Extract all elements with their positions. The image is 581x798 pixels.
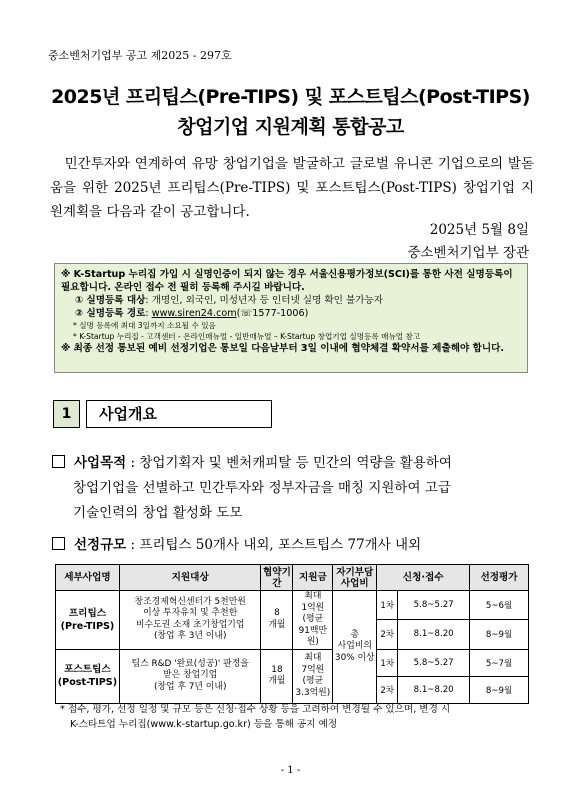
notice-item-2-label: ② 실명등록 경로 [75, 308, 146, 319]
notice-item-2 [61, 307, 521, 320]
section-title: 사업개요 [86, 400, 272, 428]
post-tips-name: 포스트팁스 (Post-TIPS) [56, 649, 120, 703]
page-number: - 1 - [280, 765, 301, 776]
post-tips-target: 팁스 R&D '완료(성공)' 판정을 받은 창업기업 (창업 후 7년 이내) [119, 649, 261, 703]
scale-label: 선정규모 [74, 537, 127, 553]
pre-select-2: 8~9월 [470, 620, 529, 649]
notice-note-1: * 실명 등록에 최대 3일까지 소요될 수 있음 [73, 321, 216, 330]
program-table [55, 564, 529, 704]
siren24-link[interactable]: www.siren24.com [151, 308, 237, 319]
purpose-label: 사업목적 [74, 455, 127, 471]
post-apply-2: 8.1~8.20 [398, 676, 470, 703]
purpose-text-1: 창업기획자 및 벤처캐피탈 등 민간의 역량을 활용하여 [139, 455, 452, 471]
table-row [56, 591, 529, 620]
post-select-2: 8~9월 [470, 676, 529, 703]
table-row [56, 649, 529, 676]
header-program: 세부사업명 [56, 565, 120, 591]
post-apply-1: 5.8~5.27 [398, 649, 470, 676]
intro-text: 민간투자와 연계하여 유망 창업기업을 발굴하고 글로벌 유니콘 기업으로의 발돋움을 위한 2025년 프리팁스(Pre-TIPS) 및 포스트팁스(Post-TIPS) 창업기업 지원계획을 다음과 같이 공고합니다. [50, 156, 535, 220]
purpose-line-1 [52, 451, 530, 476]
purpose-colon: : [126, 455, 140, 471]
footnote-line-2: K-스타트업 누리집(www.k-startup.go.kr) 등을 통해 공지 예정 [70, 719, 338, 730]
notice-box [54, 263, 528, 373]
pre-round-1: 1차 [377, 591, 398, 620]
pre-tips-amount: 최대 1억원 (평균 91백만원) [293, 591, 333, 650]
header-target: 지원대상 [119, 565, 261, 591]
header-select: 선정평가 [470, 565, 529, 591]
pre-apply-2: 8.1~8.20 [398, 620, 470, 649]
header-amount: 지원금 [293, 565, 333, 591]
notice-item-2-sep: : [145, 308, 152, 319]
scale-text: 프리팁스 50개사 내외, 포스트팁스 77개사 내외 [139, 537, 422, 553]
issuer: 중소벤처기업부 장관 [407, 245, 529, 261]
notice-number: 중소벤처기업부 공고 제2025 - 297호 [48, 49, 232, 62]
notice-note-2: * K-Startup 누리집 - 고객센터 - 온라인매뉴얼 - 일반매뉴얼 – K-Startup 창업기업 실명등록 매뉴얼 참고 [73, 332, 421, 341]
section-number: 1 [53, 400, 80, 428]
self-pay-cell: 총 사업비의 30% 이상 [333, 591, 377, 704]
post-round-1: 1차 [377, 649, 398, 676]
checkbox-square-icon [52, 455, 65, 468]
purpose-text-2: 창업기업을 선별하고 민간투자와 정부자금을 매칭 지원하여 고급 [73, 480, 451, 496]
header-self-pay: 자기부담사업비 [333, 565, 377, 591]
post-tips-period: 18 개월 [261, 649, 293, 703]
scale-block [52, 533, 421, 553]
notice-line-last: ※ 최종 선정 통보된 예비 선정기업은 통보일 다음날부터 3일 이내에 협약체결 확약서를 제출해야 합니다. [61, 343, 505, 354]
notice-date: 2025년 5월 8일 [429, 222, 529, 238]
footnote [60, 702, 535, 732]
scale-colon: : [126, 537, 140, 553]
purpose-text-3: 기술인력의 창업 활성화 도모 [73, 505, 243, 521]
notice-item-2-tel: (☏1577-1006) [236, 308, 309, 319]
notice-line-1: ※ K-Startup 누리집 가입 시 실명인증이 되지 않는 경우 서울신용평가정보(SCI)를 통한 사전 실명등록이 필요합니다. 온라인 접수 전 필히 등록해 주시길 바랍니다. [61, 269, 513, 293]
intro-paragraph [50, 152, 534, 224]
post-tips-amount: 최대 7억원 (평균 3.3억원) [293, 649, 333, 703]
notice-item-1 [61, 294, 521, 307]
document-title-line1: 2025년 프리팁스(Pre-TIPS) 및 포스트팁스(Post-TIPS) [51, 86, 530, 108]
pre-apply-1: 5.8~5.27 [398, 591, 470, 620]
pre-tips-target: 창조경제혁신센터가 5천만원 이상 투자유치 및 추천한 비수도권 소재 초기창업기업 (창업 후 3년 이내) [119, 591, 261, 650]
pre-tips-period: 8 개월 [261, 591, 293, 650]
document-title-line2: 창업기업 지원계획 통합공고 [177, 116, 404, 138]
footnote-line-1: * 접수, 평가, 선정 일정 및 규모 등은 신청·접수 상황 등을 고려하여 변경될 수 있으며, 변경 시 [60, 704, 451, 715]
header-apply: 신청·접수 [377, 565, 470, 591]
post-select-1: 5~7월 [470, 649, 529, 676]
header-period: 협약기간 [261, 565, 293, 591]
pre-tips-name: 프리팁스 (Pre-TIPS) [56, 591, 120, 650]
notice-item-1-text: : 개명인, 외국인, 미성년자 등 인터넷 실명 확인 불가능자 [145, 295, 384, 306]
post-round-2: 2차 [377, 676, 398, 703]
purpose-block [52, 451, 530, 526]
notice-item-1-label: ① 실명등록 대상 [75, 295, 146, 306]
pre-select-1: 5~6월 [470, 591, 529, 620]
checkbox-square-icon [52, 537, 65, 550]
table-header-row [56, 565, 529, 591]
pre-round-2: 2차 [377, 620, 398, 649]
